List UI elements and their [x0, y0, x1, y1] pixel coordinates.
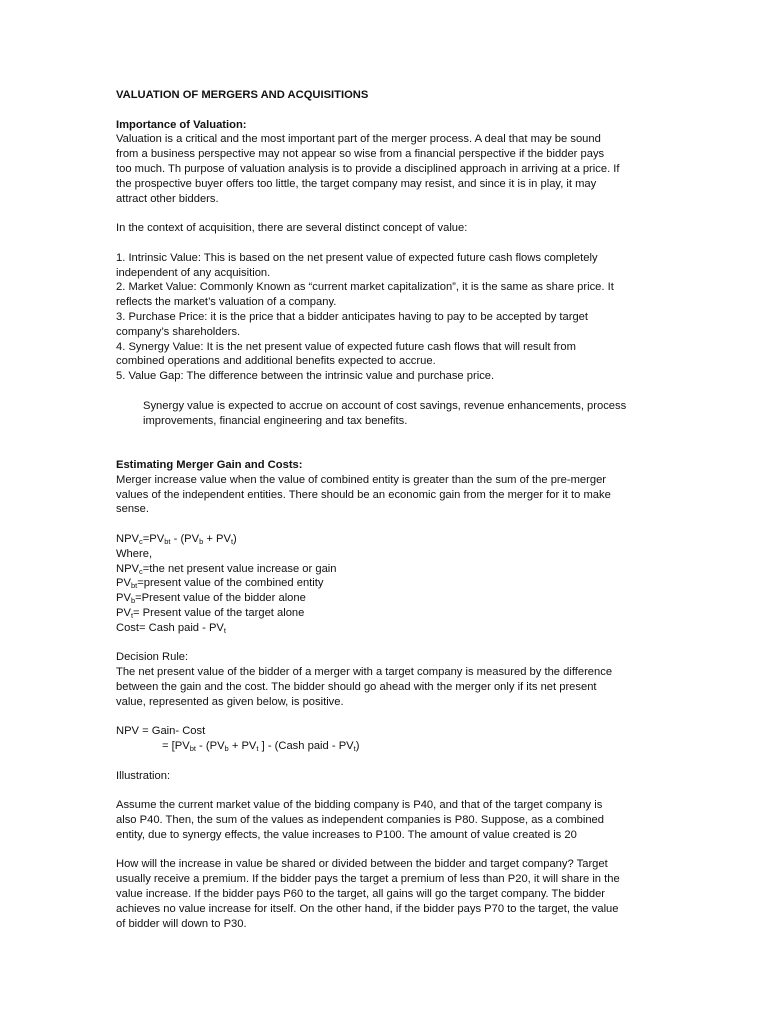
synergy-note	[116, 399, 656, 429]
illustration-line: Assume the current market value of the bidding company is P40, and that of the target company is	[116, 799, 603, 812]
definition-npvc: $NPV_c=the$ net present value increase or gain	[116, 562, 337, 576]
illustration-line: of bidder will down to P30.	[116, 917, 247, 930]
concept-line: reflects the market’s valuation of a company.	[116, 296, 337, 309]
definition-pvt: $PV_t=$ Present value of the target alone	[116, 606, 305, 620]
illustration-line: How will the increase in value be shared or divided between the bidder and target company? Target	[116, 858, 608, 871]
synergy-note-line: Synergy value is expected to accrue on account of cost savings, revenue enhancements, process	[143, 399, 627, 412]
value-concepts-list	[116, 251, 656, 384]
illustration-line: usually receive a premium. If the bidder pays the target a premium of less than P20, it will share in the	[116, 873, 620, 886]
npv-formula-block	[116, 532, 656, 636]
illustration-line: also P40. Then, the sum of the values as independent companies is P80. Suppose, as a combined	[116, 814, 605, 827]
illustration-line: achieves no value increase for itself. On the other hand, if the bidder pays P70 to the target, the value	[116, 902, 619, 915]
importance-section	[116, 118, 656, 207]
decision-line: between the gain and the cost. The bidder should go ahead with the merger only if its net present	[116, 680, 597, 693]
concept-line: 4. Synergy Value: It is the net present value of expected future cash flows that will result from	[116, 340, 576, 353]
document-title: VALUATION OF MERGERS AND ACQUISITIONS	[116, 89, 369, 101]
decision-rule-section	[116, 650, 656, 709]
illustration-paragraph-2	[116, 857, 656, 931]
definition-cost: Cost= Cash paid - $PV_t$	[116, 621, 226, 635]
illustration-paragraph-1	[116, 798, 656, 842]
where-label: Where,	[116, 547, 153, 560]
estimating-heading: Estimating Merger Gain and Costs:	[116, 458, 303, 471]
estimating-line: sense.	[116, 503, 149, 516]
npv-gain-cost-line: NPV = Gain- Cost	[116, 725, 206, 738]
definition-pvbt: $PV_{bt}=present$ value of the combined entity	[116, 577, 324, 591]
decision-line: The net present value of the bidder of a merger with a target company is measured by the difference	[116, 666, 613, 679]
illustration-line: entity, due to synergy effects, the value increases to P100. The amount of value created is 20	[116, 828, 577, 841]
illustration-line: value increase. If the bidder pays P60 to the target, all gains will go the target company. The bidder	[116, 888, 606, 901]
concept-line: 2. Market Value: Commonly Known as “current market capitalization”, it is the same as share price. It	[116, 281, 614, 294]
importance-heading: Importance of Valuation:	[116, 118, 247, 131]
importance-line: too much. Th purpose of valuation analysis is to provide a disciplined approach in arriving at a price. If	[116, 162, 620, 175]
npv-formula-line: $NPV_c=PV_{bt} - (PV_b + PV_t)$	[116, 532, 237, 546]
decision-heading: Decision Rule:	[116, 651, 189, 664]
synergy-note-line: improvements, financial engineering and tax benefits.	[143, 414, 408, 427]
decision-line: value, represented as given below, is positive.	[116, 695, 344, 708]
npv-expanded-line: = [$PV_{bt} - (PV_b + PV_t$ ] - (Cash paid - $PV_t$)	[162, 740, 360, 754]
definition-pvb: $PV_b=Present$ value of the bidder alone	[116, 592, 306, 606]
concept-line: 1. Intrinsic Value: This is based on the net present value of expected future cash flows completely	[116, 251, 598, 264]
estimating-line: Merger increase value when the value of combined entity is greater than the sum of the pre-merger	[116, 473, 607, 486]
importance-line: attract other bidders.	[116, 192, 219, 205]
importance-line: from a business perspective may not appear so wise from a financial perspective if the bidder pays	[116, 148, 605, 161]
estimating-line: values of the independent entities. There should be an economic gain from the merger for it to make	[116, 488, 611, 501]
document-body	[116, 88, 656, 931]
concept-line: company’s shareholders.	[116, 325, 241, 338]
concept-line: 3. Purchase Price: it is the price that a bidder anticipates having to pay to be accepted by target	[116, 310, 589, 323]
concept-line: combined operations and additional benefits expected to accrue.	[116, 355, 436, 368]
estimating-section	[116, 458, 656, 517]
importance-line: the prospective buyer offers too little, the target company may resist, and since it is in play, it may	[116, 177, 597, 190]
importance-line: Valuation is a critical and the most important part of the merger process. A deal that may be sound	[116, 133, 601, 146]
context-line: In the context of acquisition, there are several distinct concept of value:	[116, 222, 468, 235]
concept-line: 5. Value Gap: The difference between the intrinsic value and purchase price.	[116, 370, 495, 383]
illustration-heading: Illustration:	[116, 769, 171, 782]
npv-gain-cost-block	[116, 724, 656, 754]
concept-line: independent of any acquisition.	[116, 266, 271, 279]
